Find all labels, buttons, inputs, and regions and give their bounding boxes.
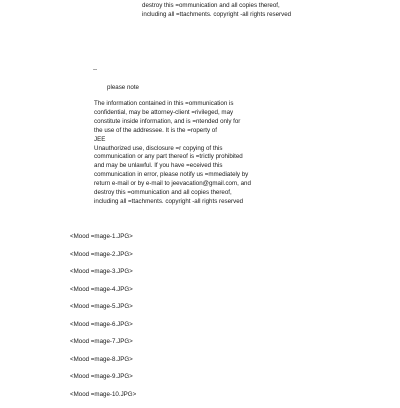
attachment-item[interactable]: <Mood =mage-6.JPG> xyxy=(70,321,270,339)
attachment-item[interactable]: <Mood =mage-2.JPG> xyxy=(70,251,270,269)
disclaimer-line: constitute inside information, and is =ntended only for xyxy=(94,118,334,127)
disclaimer-line: The information contained in this =ommunication is xyxy=(94,100,334,109)
attachment-item[interactable]: <Mood =mage-1.JPG> xyxy=(70,233,270,251)
disclaimer-line: confidential, may be attorney-client =rivileged, may xyxy=(94,109,334,118)
attachment-item[interactable]: <Mood =mage-3.JPG> xyxy=(70,268,270,286)
attachment-item[interactable]: <Mood =mage-9.JPG> xyxy=(70,373,270,391)
disclaimer-line: communication or any part thereof is =trictly prohibited xyxy=(94,153,334,162)
attachment-item[interactable]: <Mood =mage-5.JPG> xyxy=(70,303,270,321)
disclaimer-line: Unauthorized use, disclosure =r copying of this xyxy=(94,145,334,154)
fragment-line: including all =ttachments. copyright -all rights reserved xyxy=(142,11,382,20)
attachment-list xyxy=(70,233,270,408)
signature-separator: -- xyxy=(93,66,97,75)
previous-disclaimer-fragment xyxy=(142,0,382,20)
disclaimer-line: communication in error, please notify us =mmediately by xyxy=(94,171,334,180)
attachment-item[interactable]: <Mood =mage-8.JPG> xyxy=(70,356,270,374)
disclaimer-line: destroy this =ommunication and all copies thereof, xyxy=(94,189,334,198)
attachment-item[interactable]: <Mood =mage-10.JPG> xyxy=(70,391,270,408)
disclaimer-line: and may be unlawful. If you have =eceived this xyxy=(94,162,334,171)
confidentiality-disclaimer xyxy=(94,100,334,207)
attachment-item[interactable]: <Mood =mage-4.JPG> xyxy=(70,286,270,304)
disclaimer-line: return e-mail or by e-mail to jeevacation@gmail.com, and xyxy=(94,180,334,189)
disclaimer-line: JEE xyxy=(94,136,334,145)
fragment-line: destroy this =ommunication and all copies thereof, xyxy=(142,2,382,11)
disclaimer-line: the use of the addressee. It is the =roperty of xyxy=(94,127,334,136)
note-heading: please note xyxy=(107,84,139,93)
disclaimer-line: including all =ttachments. copyright -all rights reserved xyxy=(94,198,334,207)
attachment-item[interactable]: <Mood =mage-7.JPG> xyxy=(70,338,270,356)
